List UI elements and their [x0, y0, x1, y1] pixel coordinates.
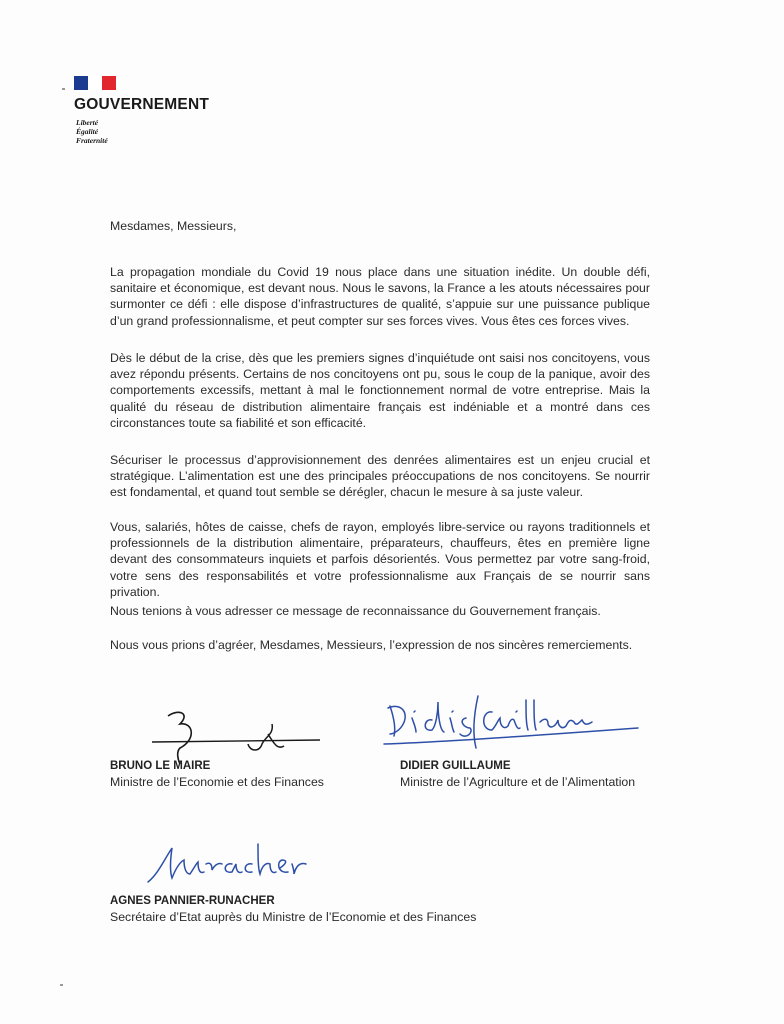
- letter-paragraph: Dès le début de la crise, dès que les premiers signes d’inquiétude ont saisi nos concitoyens, vous avez répondu présents. Certains de nos concitoyens ont pu, sous le coup de la panique, avoir des comportements excessifs, mettant à mal le fonctionnement normal de votre entreprise. Mais la qualité du réseau de distribution alimentaire français est indéniable et a montré dans ces circonstances toute sa fiabilité et son efficacité.: [110, 351, 650, 430]
- scan-speck: [60, 984, 63, 986]
- letter-greeting: Mesdames, Messieurs,: [110, 219, 237, 233]
- letter-paragraph: La propagation mondiale du Covid 19 nous place dans une situation inédite. Un double défi, sanitaire et économique, est devant nous. Nous le savons, la France a les atouts nécessaires pour surmonter ce défi : elle dispose d’infrastructures de qualité, s’appuie sur une puissance publique d’un grand professionnalisme, et peut compter sur ses forces vives. Vous êtes ces forces vives.: [110, 265, 650, 328]
- signatory-role: Ministre de l’Agriculture et de l’Alimentation: [400, 775, 636, 789]
- signatory-role: Secrétaire d’Etat auprès du Ministre de l’Economie et des Finances: [110, 910, 477, 924]
- letter-paragraph: Nous tenions à vous adresser ce message de reconnaissance du Gouvernement français.: [110, 604, 601, 618]
- signature-agnes-pannier-runacher: [140, 838, 320, 894]
- signature-didier-guillaume: [380, 690, 650, 760]
- signatory-name: DIDIER GUILLAUME: [400, 760, 511, 772]
- motto-egalite: Égalité: [76, 127, 99, 136]
- signatory-name: AGNES PANNIER-RUNACHER: [110, 895, 275, 907]
- government-logo-text: GOUVERNEMENT: [74, 96, 210, 113]
- signatory-role: Ministre de l’Economie et des Finances: [110, 775, 324, 789]
- letter-paragraph: Sécuriser le processus d’approvisionnement des denrées alimentaires est un enjeu crucial et stratégique. L’alimentation est une des principales préoccupations de nos concitoyens. Se nourrir est fondamental, et quand tout semble se dérégler, chacun le mesure à sa juste valeur.: [110, 453, 650, 500]
- letter-paragraph: Vous, salariés, hôtes de caisse, chefs de rayon, employés libre-service ou rayons traditionnels et professionnels de la distribution alimentaire, préparateurs, chauffeurs, êtes en première ligne devant des consommateurs inquiets et parfois désorientés. Vous permettez par votre sang-froid, votre sens des responsabilités et votre professionnalisme aux Français de se nourrir sans privation.: [110, 520, 650, 599]
- letter-paragraph: Nous vous prions d’agréer, Mesdames, Messieurs, l’expression de nos sincères remerciements.: [110, 638, 633, 652]
- motto-fraternite: Fraternité: [76, 136, 108, 145]
- marianne-flag-logo: [74, 76, 116, 90]
- scan-speck: [62, 88, 65, 90]
- motto-liberte: Liberté: [76, 118, 99, 127]
- signatory-name: BRUNO LE MAIRE: [110, 760, 211, 772]
- republic-motto: [76, 118, 108, 145]
